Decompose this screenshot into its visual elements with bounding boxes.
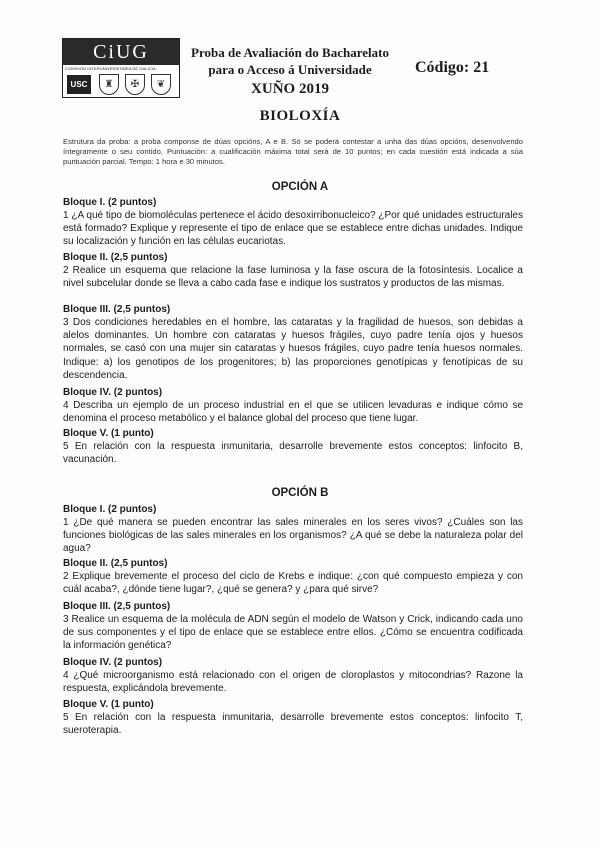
block-title: Bloque IV. (2 puntos): [63, 387, 163, 398]
option-b-block-3: [63, 600, 523, 653]
logo-subtitle: COMISIÓN INTERUNIVERSITARIA DE GALICIA: [65, 66, 156, 71]
block-title: Bloque V. (1 punto): [63, 699, 154, 710]
option-b-title: OPCIÓN B: [271, 487, 329, 499]
option-b-block-2: [63, 557, 523, 596]
exam-code: Código: 21: [415, 59, 490, 76]
option-a-block-4: [63, 386, 523, 425]
exam-title: [180, 44, 400, 78]
option-a-block-5: [63, 427, 523, 466]
university-crest-icon: ✠: [125, 74, 145, 95]
option-a-block-3: [63, 303, 523, 382]
block-title: Bloque I. (2 puntos): [63, 504, 157, 515]
block-title: Bloque III. (2,5 puntos): [63, 601, 171, 612]
exam-instructions: Estrutura da proba: a proba componse de dúas opcións, A e B. Só se poderá contestar a unha das dúas opcións, desenvolvendo íntegramente o seu contido. Puntuación: a cualificación máxima total será de 10 puntos; en cada cuestión está indicada a súa puntuación parcial. Tempo: 1 hora e 30 minutos.: [63, 137, 523, 166]
usc-logo: USC: [67, 75, 91, 94]
option-a-title: OPCIÓN A: [271, 181, 329, 193]
block-question: 4 ¿Qué microorganismo está relacionado con el origen de cloroplastos y mitocondrias? Razone la respuesta, explicándola brevemente.: [63, 670, 523, 695]
block-question: 4 Describa un ejemplo de un proceso industrial en el que se utilicen levaduras e indique cómo se denomina el proceso metabólico y el balance global del proceso que tiene lugar.: [63, 400, 523, 425]
block-title: Bloque III. (2,5 puntos): [63, 304, 171, 315]
option-a-block-1: [63, 196, 523, 249]
block-title: Bloque II. (2,5 puntos): [63, 558, 168, 569]
university-crest-icon: ♜: [99, 74, 119, 95]
block-question: 2 Realice un esquema que relacione la fase luminosa y la fase oscura de la fotosíntesis. Localice a nivel subcelular donde se lleva a cabo cada fase e indique los sustratos y productos de las mismas.: [63, 265, 523, 290]
block-question: 5 En relación con la respuesta inmunitaria, desarrolle brevemente estos conceptos: linfocito T, sueroterapia.: [63, 712, 523, 737]
block-question: 3 Dos condiciones heredables en el hombre, las cataratas y la fragilidad de huesos, son debidas a alelos dominantes. Un hombre con cataratas y huesos frágiles, cuyo padre tenía ojos y huesos normales, se casó con una mujer sin cataratas y huesos frágiles, cuyo padre tenía huesos normales. Indique: a) los genotipos de los progenitores; b) las proporciones genotípicas y fenotípicas de su descendencia.: [63, 317, 523, 381]
university-crest-icon: ❦: [151, 74, 171, 95]
exam-title-line1: Proba de Avaliación do Bacharelato: [191, 45, 389, 60]
block-title: Bloque II. (2,5 puntos): [63, 252, 168, 263]
ciug-logo: [62, 38, 180, 98]
block-question: 1 ¿De qué manera se pueden encontrar las sales minerales en los seres vivos? ¿Cuáles son las funciones biológicas de las sales minerales en los organismos? ¿A qué se debe la naturaleza polar del agua?: [63, 517, 523, 555]
block-question: 1 ¿A qué tipo de biomoléculas pertenece el ácido desoxirribonucleico? ¿Por qué unidades estructurales está formado? Explique y represente el tipo de enlace que se establece entre dichas unidades. Indique su localización y función en las células eucariotas.: [63, 210, 523, 248]
exam-title-line2: para o Acceso á Universidade: [208, 62, 372, 77]
block-title: Bloque I. (2 puntos): [63, 197, 157, 208]
subject-title: BIOLOXÍA: [259, 108, 341, 124]
block-question: 2 Explique brevemente el proceso del ciclo de Krebs e indique: ¿con qué compuesto empieza y con cuál acaba?, ¿dónde tiene lugar?, ¿qué se genera? y ¿para qué sirve?: [63, 571, 523, 596]
block-title: Bloque V. (1 punto): [63, 428, 154, 439]
option-b-block-4: [63, 656, 523, 695]
block-question: 5 En relación con la respuesta inmunitaria, desarrolle brevemente estos conceptos: linfocito B, vacunación.: [63, 441, 523, 466]
exam-session: XUÑO 2019: [251, 81, 329, 97]
block-question: 3 Realice un esquema de la molécula de ADN según el modelo de Watson y Crick, indicando cada uno de sus componentes y el tipo de enlace que se establece entre ellos. ¿Cómo se encuentra codificada la información genética?: [63, 614, 523, 652]
logo-name: CiUG: [63, 39, 179, 65]
option-b-block-5: [63, 698, 523, 737]
option-b-block-1: [63, 503, 523, 556]
option-a-block-2: [63, 251, 523, 290]
block-title: Bloque IV. (2 puntos): [63, 657, 163, 668]
